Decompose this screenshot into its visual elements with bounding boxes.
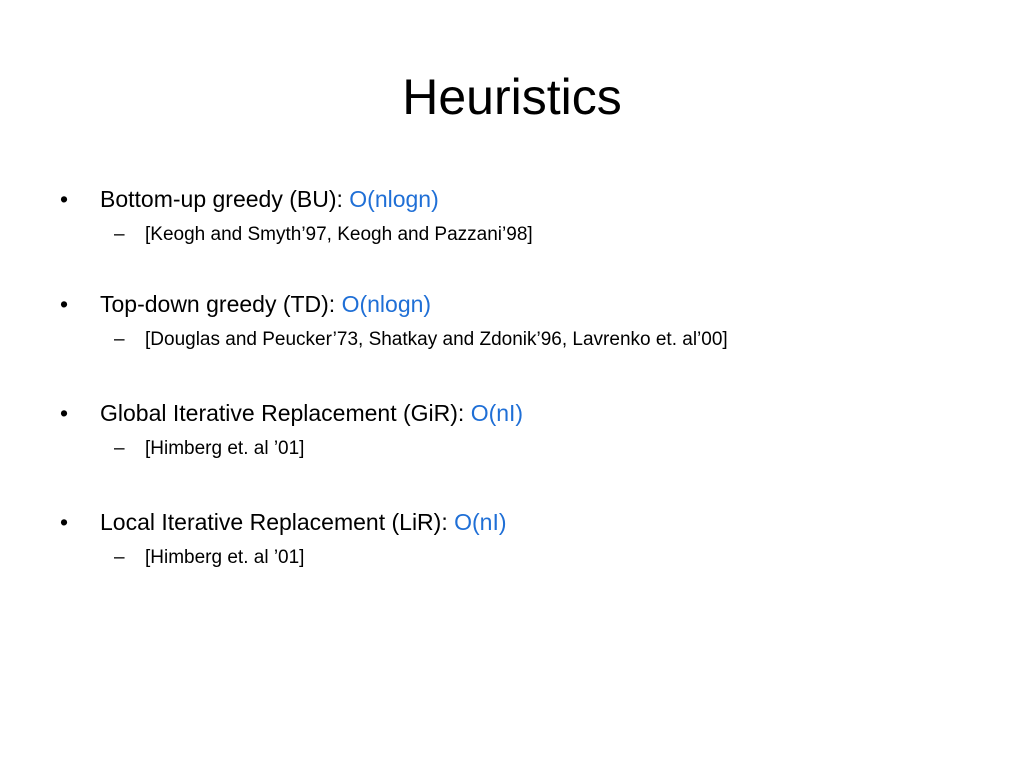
bullet-item	[0, 288, 1024, 357]
bullet-main-line	[0, 397, 1024, 429]
bullet-main-line	[0, 183, 1024, 215]
dash-icon: –	[114, 438, 125, 459]
heuristic-name: Bottom-up greedy (BU):	[100, 186, 350, 212]
sub-bullet-line	[0, 541, 1024, 575]
reference-text: [Himberg et. al ’01]	[145, 547, 305, 568]
bullet-dot-icon: •	[60, 509, 69, 535]
complexity-label: O(nlogn)	[349, 186, 439, 212]
bullet-item	[0, 397, 1024, 466]
heuristic-name: Global Iterative Replacement (GiR):	[100, 400, 471, 426]
slide-title: Heuristics	[402, 69, 622, 125]
heuristic-name: Local Iterative Replacement (LiR):	[100, 509, 455, 535]
complexity-label: O(nI)	[470, 400, 524, 426]
reference-text: [Keogh and Smyth’97, Keogh and Pazzani’98]	[145, 224, 533, 245]
heuristic-name: Top-down greedy (TD):	[100, 291, 342, 317]
bullet-item	[0, 183, 1024, 252]
complexity-label: O(nlogn)	[341, 291, 432, 317]
bullet-text	[100, 183, 439, 215]
complexity-label: O(nI)	[454, 509, 507, 535]
reference-text: [Douglas and Peucker’73, Shatkay and Zdonik’96, Lavrenko et. al’00]	[145, 329, 728, 350]
dash-icon: –	[114, 547, 125, 568]
sub-bullet-line	[0, 432, 1024, 466]
sub-bullet-line	[0, 323, 1024, 357]
sub-bullet-line	[0, 218, 1024, 252]
bullet-main-line	[0, 288, 1024, 320]
dash-icon: –	[114, 329, 125, 350]
bullet-dot-icon: •	[60, 400, 69, 426]
bullet-text	[100, 397, 523, 429]
dash-icon: –	[114, 224, 125, 245]
bullet-dot-icon: •	[60, 291, 69, 317]
bullet-text	[100, 506, 507, 538]
bullet-item	[0, 506, 1024, 575]
bullet-dot-icon: •	[60, 186, 69, 212]
reference-text: [Himberg et. al ’01]	[145, 438, 305, 459]
bullet-text	[100, 288, 431, 320]
bullet-main-line	[0, 506, 1024, 538]
